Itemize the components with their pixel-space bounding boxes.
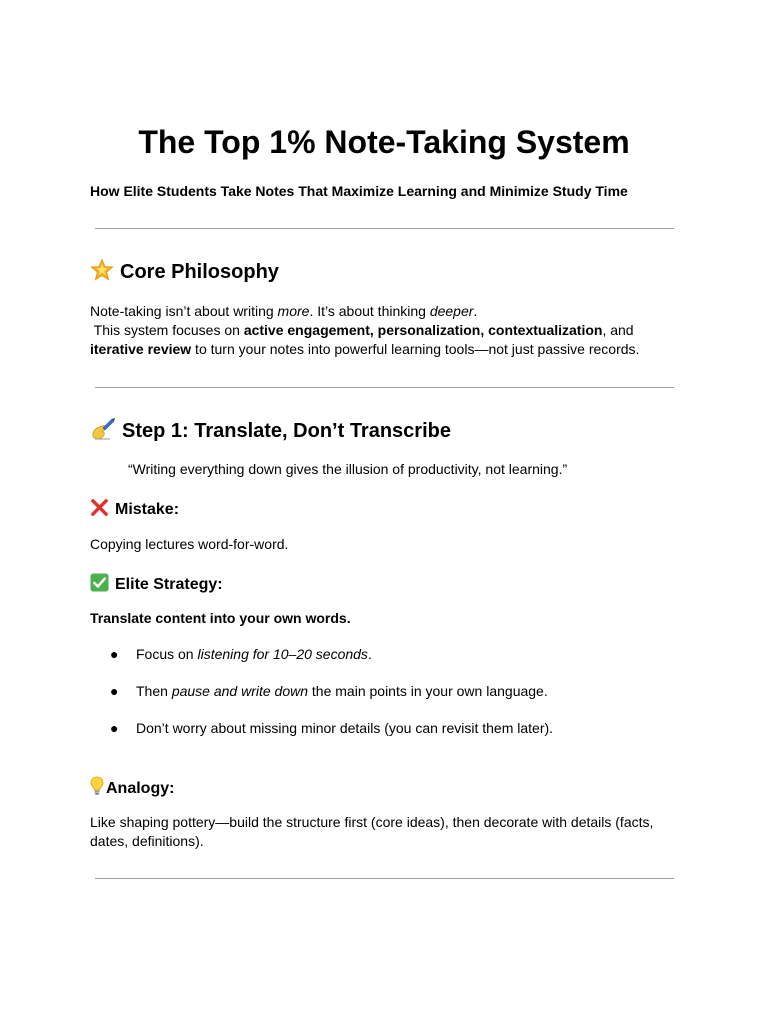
- divider: [95, 228, 674, 229]
- bullet-marker: ●: [110, 646, 119, 662]
- document-title: The Top 1% Note-Taking System: [138, 124, 630, 160]
- bullet-marker: ●: [110, 720, 119, 736]
- check-mark-icon: [90, 573, 109, 592]
- emphasis-text: listening for 10–20 seconds: [197, 646, 368, 662]
- section-heading-text: Step 1: Translate, Don’t Transcribe: [122, 420, 451, 442]
- bold-text: iterative review: [90, 341, 192, 357]
- subheading-analogy: [90, 776, 174, 799]
- bullet-marker: ●: [110, 683, 119, 699]
- text-run: Note-taking isn’t about writing: [90, 303, 278, 319]
- subheading-elite-strategy: [90, 573, 223, 595]
- core-philosophy-paragraph: [90, 302, 680, 359]
- subheading-mistake: [90, 498, 179, 520]
- text-run: to turn your notes into powerful learning tools—not just passive records.: [191, 341, 640, 357]
- strategy-lead: Translate content into your own words.: [90, 610, 351, 626]
- text-run: .: [367, 646, 372, 662]
- emphasis-text: more: [277, 303, 310, 319]
- text-run: Focus on: [136, 646, 198, 662]
- divider: [95, 387, 674, 388]
- glowing-star-icon: [90, 258, 114, 282]
- emphasis-text: deeper: [429, 303, 474, 319]
- section-heading-core-philosophy: [90, 258, 279, 285]
- light-bulb-icon: [90, 776, 104, 796]
- list-item-text: Don’t worry about missing minor details (you can revisit them later).: [136, 720, 554, 736]
- subheading-text: Mistake:: [115, 501, 180, 518]
- block-quote: “Writing everything down gives the illusion of productivity, not learning.”: [128, 461, 568, 477]
- text-run: . It’s about thinking: [309, 303, 430, 319]
- text-run: , and: [602, 322, 634, 338]
- section-heading-text: Core Philosophy: [120, 261, 279, 283]
- text-run: This system focuses on: [90, 322, 244, 338]
- cross-mark-icon: [90, 498, 109, 517]
- analogy-text: Like shaping pottery—build the structure first (core ideas), then decorate with details (facts, dates, definitions).: [90, 814, 654, 849]
- bold-text: active engagement, personalization, contextualization: [243, 322, 603, 338]
- writing-hand-icon: [90, 417, 116, 441]
- mistake-text: Copying lectures word-for-word.: [90, 536, 289, 552]
- document-subtitle: How Elite Students Take Notes That Maximize Learning and Minimize Study Time: [90, 183, 628, 199]
- text-run: Then: [136, 683, 172, 699]
- subheading-text: Analogy:: [106, 780, 175, 797]
- text-run: the main points in your own language.: [308, 683, 548, 699]
- text-run: .: [473, 303, 478, 319]
- subheading-text: Elite Strategy:: [115, 576, 223, 593]
- emphasis-text: pause and write down: [171, 683, 309, 699]
- divider: [95, 878, 674, 879]
- section-heading-step-1: [90, 417, 451, 444]
